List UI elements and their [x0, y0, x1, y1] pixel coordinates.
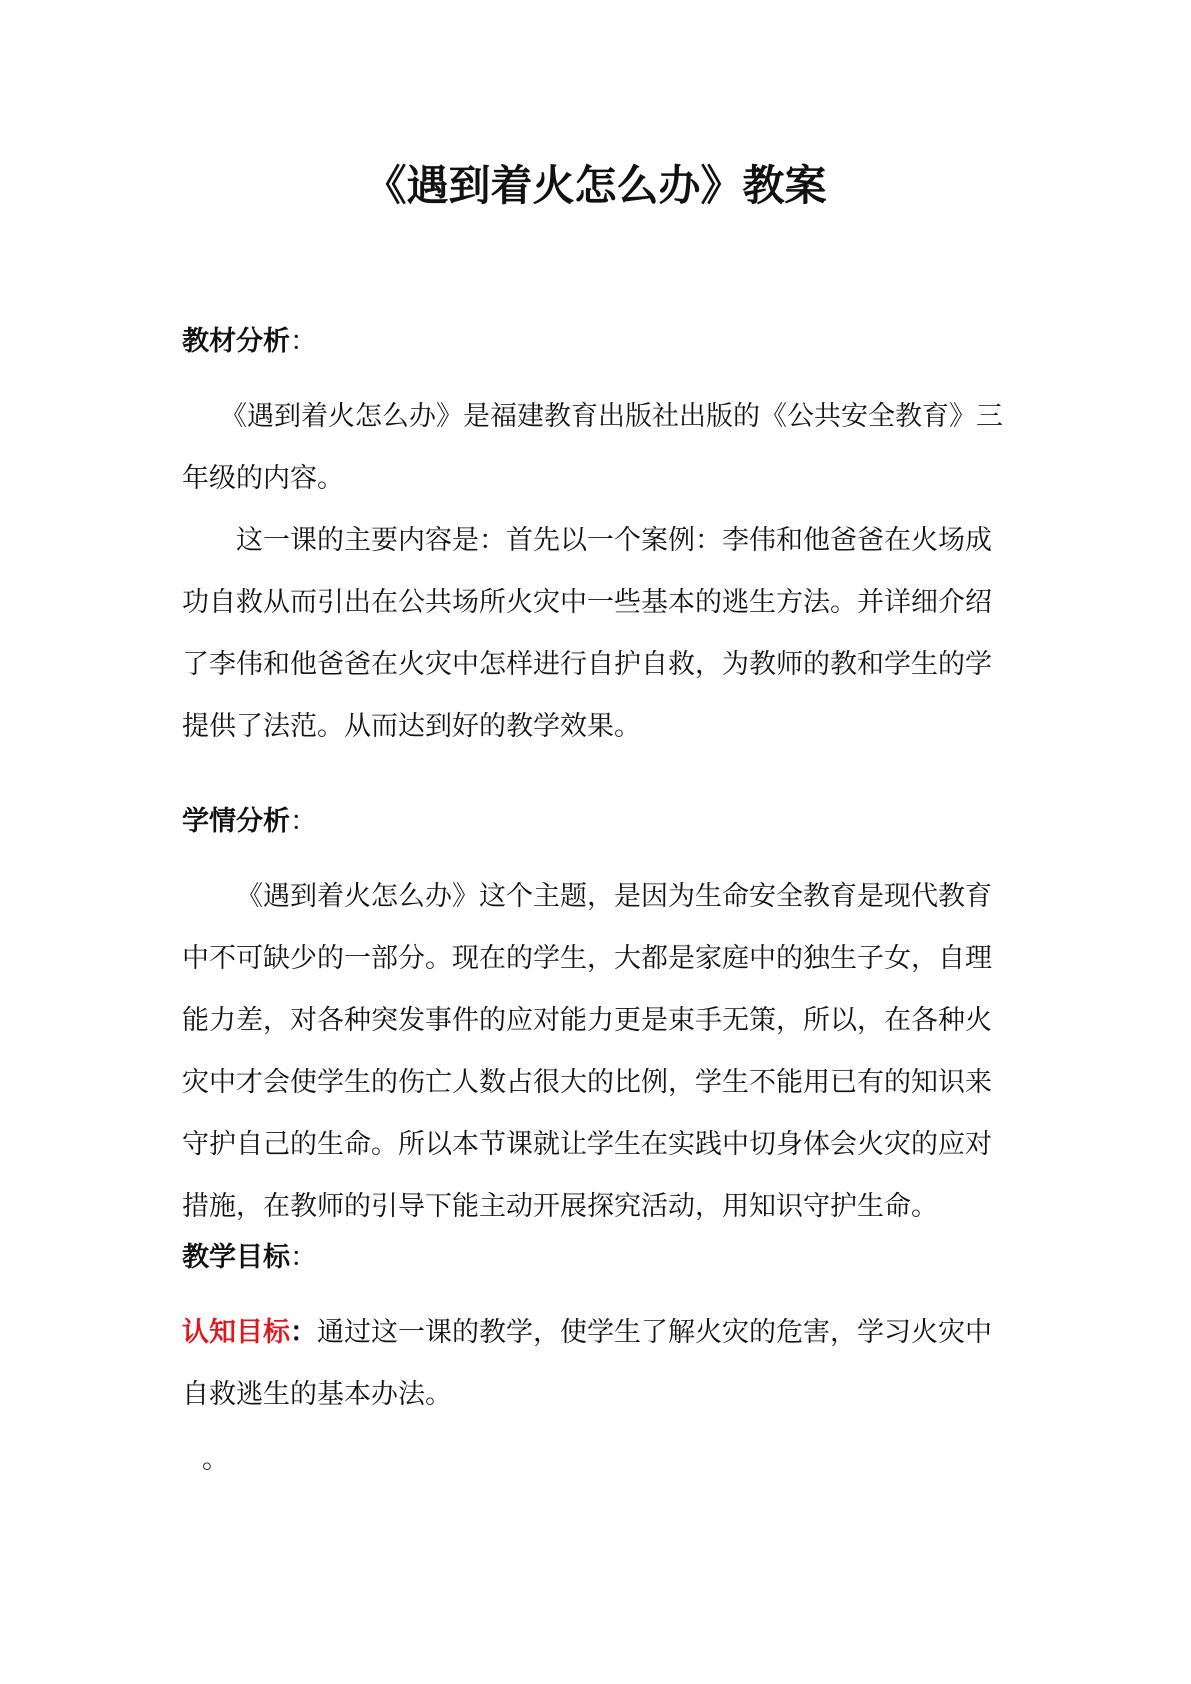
document-title: 《遇到着火怎么办》教案 [364, 161, 827, 210]
heading-text: 教学目标 [182, 1242, 290, 1273]
heading-colon: ： [290, 326, 317, 357]
heading-text: 教材分析 [182, 326, 290, 357]
cognitive-goal-paragraph [182, 1302, 1012, 1426]
cognitive-goal-colon: ： [290, 1317, 317, 1348]
section-heading-goals [182, 1238, 1012, 1278]
cognitive-goal-text: 通过这一课的教学，使学生了解火灾的危害，学习火灾中自救逃生的基本办法。 [182, 1317, 992, 1410]
section-heading-students [182, 802, 1012, 842]
cognitive-goal-label: 认知目标 [182, 1317, 290, 1348]
section-heading-material [182, 322, 1012, 362]
material-paragraph-1: 《遇到着火怎么办》是福建教育出版社出版的《公共安全教育》三年级的内容。 [182, 401, 1003, 494]
students-paragraph-1: 《遇到着火怎么办》这个主题，是因为生命安全教育是现代教育中不可缺少的一部分。现在的学生，大都是家庭中的独生子女，自理能力差，对各种突发事件的应对能力更是束手无策，所以，在各种火灾中才会使学生的伤亡人数占很大的比例，学生不能用已有的知识来守护自己的生命。所以本节课就让学生在实践中切身体会火灾的应对措施，在教师的引导下能主动开展探究活动，用知识守护生命。 [182, 881, 992, 1222]
document-body [182, 322, 1012, 1426]
heading-colon: ： [290, 806, 317, 837]
heading-text: 学情分析 [182, 806, 290, 837]
trailing-punctuation: 。 [202, 1444, 229, 1475]
heading-colon: ： [290, 1242, 317, 1273]
material-paragraph-2: 这一课的主要内容是：首先以一个案例：李伟和他爸爸在火场成功自救从而引出在公共场所火灾中一些基本的逃生方法。并详细介绍了李伟和他爸爸在火灾中怎样进行自护自救，为教师的教和学生的学提供了法范。从而达到好的教学效果。 [182, 525, 992, 742]
